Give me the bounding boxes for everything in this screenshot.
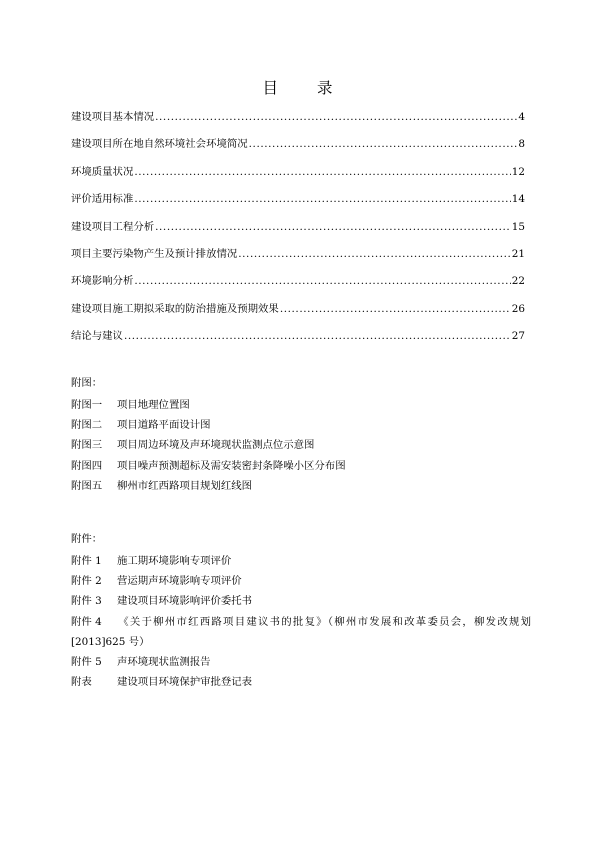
toc-page-number: 22: [511, 275, 525, 288]
toc-dot-leader: [249, 138, 518, 150]
toc-entry-impact-analysis[interactable]: [71, 272, 525, 299]
toc-entry-environmental-quality[interactable]: [71, 163, 525, 190]
toc-page-number: 12: [511, 165, 525, 178]
attachment-item: [71, 571, 531, 591]
toc-entry-engineering-analysis[interactable]: [71, 218, 525, 245]
attachment-label: 附表: [71, 676, 92, 689]
figure-item: [71, 435, 531, 455]
attachment-label: 附件 2: [71, 575, 102, 588]
toc-dot-leader: [134, 166, 510, 178]
toc-entry-title: 建设项目工程分析: [71, 220, 155, 233]
figure-label: 附图四: [71, 459, 103, 472]
toc-dot-leader: [124, 330, 511, 342]
figure-item: [71, 395, 531, 415]
figure-text: 项目噪声预测超标及需安装密封条降噪小区分布图: [117, 459, 346, 472]
toc-entry-natural-social-environment[interactable]: [71, 135, 525, 162]
toc-entry-construction-measures[interactable]: [71, 300, 525, 327]
attachment-text: 建设项目环境保护审批登记表: [117, 676, 253, 689]
toc-entry-title: 环境质量状况: [71, 165, 134, 178]
figures-heading: 附图：: [71, 377, 103, 389]
toc-entry-title: 结论与建议: [71, 330, 123, 343]
figure-label: 附图三: [71, 439, 103, 452]
attachment-item: [71, 652, 531, 672]
toc-dot-leader: [134, 275, 510, 287]
toc-page-number: 14: [511, 193, 525, 206]
toc-dot-leader: [238, 248, 511, 260]
toc-entry-title: 建设项目基本情况: [71, 111, 155, 123]
attachment-item: [71, 672, 531, 692]
figure-text: 项目地理位置图: [117, 399, 190, 411]
toc-page-number: 4: [518, 111, 525, 123]
figure-text: 柳州市红西路项目规划红线图: [117, 479, 253, 492]
attachment-text: 营运期声环境影响专项评价: [117, 575, 242, 588]
figure-text: 项目道路平面设计图: [117, 419, 211, 432]
figure-label: 附图二: [71, 419, 103, 432]
toc-dot-leader: [134, 193, 510, 205]
toc-entry-title: 建设项目施工期拟采取的防治措施及预期效果: [71, 302, 279, 315]
toc-entry-title: 评价适用标准: [71, 193, 134, 206]
toc-dot-leader: [155, 111, 517, 123]
toc-entry-title: 项目主要污染物产生及预计排放情况: [71, 247, 238, 260]
toc-page-number: 21: [511, 247, 525, 260]
toc-page-number: 8: [518, 138, 525, 151]
toc-entry-title: 建设项目所在地自然环境社会环境简况: [71, 138, 248, 151]
attachment-text: 声环境现状监测报告: [117, 656, 211, 669]
attachment-text: 施工期环境影响专项评价: [117, 555, 232, 567]
attachment-item: [71, 551, 531, 571]
toc-entry-applicable-standards[interactable]: [71, 190, 525, 217]
toc-page-number: 15: [511, 220, 525, 233]
toc-entry-conclusions[interactable]: [71, 327, 525, 354]
figure-item: [71, 456, 531, 476]
attachment-label: 附件 1: [71, 555, 102, 567]
attachments-heading: 附件：: [71, 533, 103, 545]
table-of-contents: [71, 108, 525, 355]
attachment-label: 附件 5: [71, 656, 102, 669]
attachment-item: [71, 591, 531, 611]
attachment-text: 建设项目环境影响评价委托书: [117, 595, 253, 608]
toc-dot-leader: [155, 221, 511, 233]
toc-entry-pollutants[interactable]: [71, 245, 525, 272]
toc-entry-title: 环境影响分析: [71, 275, 134, 288]
figure-label: 附图五: [71, 479, 103, 492]
figures-section: [71, 373, 531, 496]
toc-page-number: 27: [511, 330, 525, 343]
figure-text: 项目周边环境及声环境现状监测点位示意图: [117, 439, 315, 452]
attachment-label: 附件 3: [71, 595, 102, 608]
page-title: 目 录: [262, 79, 350, 97]
figure-item: [71, 415, 531, 435]
toc-page-number: 26: [511, 302, 525, 315]
toc-dot-leader: [280, 303, 511, 315]
figure-item: [71, 476, 531, 496]
figure-label: 附图一: [71, 399, 103, 411]
toc-entry-basic-info[interactable]: [71, 108, 525, 135]
attachment-text: 《关于柳州市红西路项目建议书的批复》（柳州市发展和改革委员会，柳发改规划[2013]625 号）: [71, 615, 531, 648]
attachments-section: [71, 529, 531, 692]
attachment-item: [71, 612, 531, 652]
attachment-label: 附件 4: [71, 615, 102, 628]
